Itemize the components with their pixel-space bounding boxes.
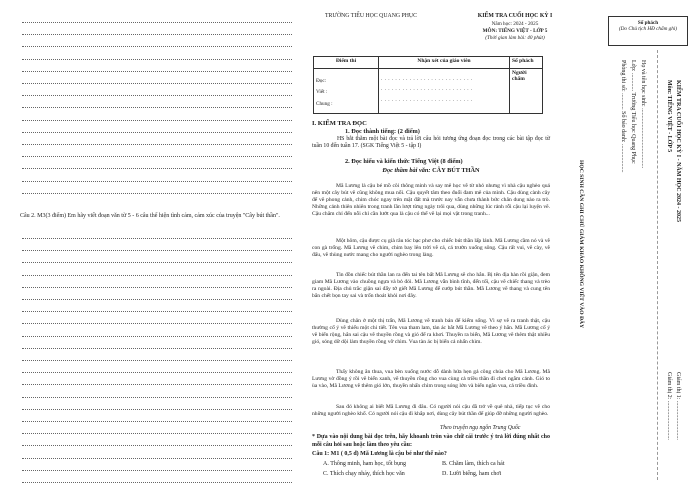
writing-line[interactable] (22, 132, 292, 133)
writing-line[interactable] (22, 238, 292, 239)
writing-line[interactable] (22, 22, 292, 23)
option-b[interactable]: B. Chăm làm, thích ca hát (442, 461, 505, 467)
comment-line-3: . . . . . . . . . . . . . . . . . . . . . . . . . . (381, 96, 473, 103)
proctor-1: Giám thị 1: .......................... (675, 372, 681, 440)
writing-line[interactable] (22, 156, 292, 157)
writing-line[interactable] (22, 144, 292, 145)
room-vertical: Phòng thi số: ........... Số báo danh: ................... (620, 60, 626, 173)
class-vertical: Lớp: ............ Trường Tiểu học Quang Phục (630, 60, 636, 164)
writing-line[interactable] (22, 311, 292, 312)
writing-line[interactable] (22, 299, 292, 300)
row-total: Chung : (316, 100, 333, 107)
question-2: Câu 2. M3(3 điểm) Em hãy viết đoạn văn từ 5 - 6 câu thể hiện tình cảm, cảm xúc của truyện "Cây bút thần". (20, 213, 280, 219)
score-rows (314, 69, 379, 114)
comment-line-2: . . . . . . . . . . . . . . . . . . . . . . . . . . (381, 86, 473, 93)
paragraph-1: Mã Lương là cậu bé mồ côi thông minh và say mê học vẽ từ nhỏ nhưng vì nhà cậu nghèo quá nên một cây bút vẽ cũng không mua nổi. Cậu quyết tâm theo đuổi đam mê của mình. Cậu dùng cành cây để vẽ phong cảnh, chim chóc ngay trên mặt đất mà trước nay vẫn chưa thành bức chân dung nào ra trò. Những cảnh thiên nhiên trong tranh lần lượt từng ngày trôi qua, dùng những lúc rảnh rỗi cậu lại luyện vẽ. Cậu chăm chỉ đến nỗi chỉ cần lướt qua là cậu có thể vẽ lại mọi vật trong tranh... (312, 183, 550, 218)
comprehension-heading: 2. Đọc hiểu và kiến thức Tiếng Việt (8 điểm) (345, 158, 463, 165)
time-limit: (Thời gian làm bài: 40 phút) (485, 35, 545, 41)
proctor-2: Giám thị 2: .......................... (666, 372, 672, 440)
row-read: Đọc: (316, 78, 327, 84)
read-aloud-desc: HS bắt thăm một bài đọc và trả lời câu hỏi tương ứng đoạn đọc trong các bài tập đọc từ tuần 10 đến tuần 17. (SGK Tiếng Việt 5 - tập I) (312, 136, 550, 150)
paragraph-6: Sau đó không ai biết Mã Lương đi đâu. Có người nói cậu đã trở về quê nhà, tiếp tục vẽ cho những người nghèo khổ. Có người nói cậu đi khắp nơi, dùng cây bút thần để giúp đỡ những người nghèo. (312, 404, 550, 418)
comment-area (379, 69, 510, 114)
writing-line[interactable] (22, 372, 292, 373)
comment-line-1: . . . . . . . . . . . . . . . . . . . . . . . . . . (381, 76, 473, 82)
option-a[interactable]: A. Thông minh, ham học, tốt bụng (323, 461, 407, 467)
writing-line[interactable] (22, 120, 292, 121)
warning-vertical: HỌC SINH CẦN GHI CHÚ GIÁM KHẢO KHÔNG VIẾT VÀO ĐÂY (578, 160, 584, 329)
option-d[interactable]: D. Lười biếng, ham chơi (442, 471, 502, 477)
instruction: * Dựa vào nội dung bài đọc trên, hãy khoanh tròn vào chữ cái trước ý trả lời đúng nhất cho mỗi câu hỏi sau hoặc làm theo yêu cầu: (312, 434, 550, 448)
option-c[interactable]: C. Thích chạy nhảy, thích học văn (323, 471, 405, 477)
fold-line (657, 50, 658, 480)
writing-line[interactable] (22, 384, 292, 385)
writing-line[interactable] (22, 433, 292, 434)
question-1: Câu 1: M1 ( 0,5 đ) Mã Lương là cậu bé như thế nào? (312, 451, 447, 457)
writing-line[interactable] (22, 275, 292, 276)
reading-title: CÂY BÚT THẦN (432, 167, 480, 174)
writing-line[interactable] (22, 83, 292, 84)
paragraph-5: Thấy không ăn thua, vua bèn xuống nước dỗ dành hứa hẹn gả công chúa cho Mã Lương. Mã Lương vờ đồng ý rồi vẽ biển xanh, vẽ thuyền rồng cho vua cùng cả triều thần đi chơi ngắm cảnh. Gió to ùa vào, Mã Lương vẽ thêm gió lớn, thuyền nhấn chìm trong sóng lớn và biển ngăn vua, cả triều đình. (312, 369, 550, 390)
read-aloud-heading: 1. Đọc thành tiếng: (2 điểm) (345, 128, 420, 135)
writing-line[interactable] (22, 250, 292, 251)
writing-line[interactable] (22, 46, 292, 47)
paragraph-3: Tin đồn chiếc bút thần lan ra đến tai tên bất Mã Lương sẽ cho hắn. Bị tên địa hàn rồi giận, đem giam Mã Lương vào chuồng ngựa và bỏ đói. Mã Lương vẫn bình tĩnh, đến tối, cậu vẽ chiếc thang và trèo ra ngoài. Địa chủ trắc giận sai đẩy tớ giết Mã Lương để cướp bút thần. Mã Lương vẽ thang và cung tên bắn chết bọn tay sai và trốn thoát khỏi nơi đây. (312, 272, 550, 300)
writing-line[interactable] (22, 409, 292, 410)
subject-vertical: Môn: TIẾNG VIỆT - LỚP 5 (666, 80, 672, 153)
writing-line[interactable] (22, 107, 292, 108)
writing-line[interactable] (22, 59, 292, 60)
code-box (608, 16, 688, 46)
code-header: Số phách (510, 57, 543, 69)
writing-line[interactable] (22, 181, 292, 182)
reading-title-line (312, 167, 550, 174)
writing-line[interactable] (22, 360, 292, 361)
writing-line[interactable] (22, 348, 292, 349)
code-box-title: Số phách (637, 20, 659, 26)
writing-line[interactable] (22, 71, 292, 72)
writing-line[interactable] (22, 397, 292, 398)
writing-line[interactable] (22, 482, 292, 483)
writing-line[interactable] (22, 287, 292, 288)
exam-vertical: KIỂM TRA CUỐI HỌC KỲ I - NĂM HỌC 2024 - 2025 (675, 80, 681, 223)
writing-line[interactable] (22, 421, 292, 422)
writing-line[interactable] (22, 323, 292, 324)
row-write: Viết : (316, 89, 328, 96)
score-table (313, 56, 543, 114)
writing-line[interactable] (22, 445, 292, 446)
school-name: TRƯỜNG TIỂU HỌC QUANG PHỤC (325, 13, 417, 19)
reading-title-prefix: Đọc thầm bài văn: (382, 167, 431, 174)
writing-line[interactable] (22, 336, 292, 337)
code-box-note: (Do Chủ tịch HĐ chấm ghi) (618, 26, 678, 33)
writing-line[interactable] (22, 95, 292, 96)
writing-line[interactable] (22, 470, 292, 471)
paragraph-2: Một hôm, cậu được cụ già râu tóc bạc phơ cho chiếc bút thần lấp lánh. Mã Lương cầm nó và vẽ con gà trống. Mã Lương vẽ chim, chim bay lên trời vẽ cá, cá trườn xuống sông. Cậu rất vui, vẽ cày, vẽ đấu, vẽ thùng nước mang cho người nghèo trong làng. (312, 238, 550, 259)
school-year: Năm học: 2024 - 2025 (491, 21, 539, 27)
score-header: Điểm thi (314, 57, 379, 69)
subject: MÔN: TIẾNG VIỆT - LỚP 5 (482, 28, 548, 34)
writing-line[interactable] (22, 34, 292, 35)
writing-line[interactable] (22, 458, 292, 459)
writing-line[interactable] (22, 193, 292, 194)
section-reading: I. KIỂM TRA ĐỌC (312, 120, 367, 127)
paragraph-4: Dùng chân ở một thị trấn, Mã Lương vẽ tranh bán để kiếm sống. Vì sợ vẽ ra tranh thật, cậu thường cố ý vẽ thiếu một chi tiết. Tên vua tham lam, tàn ác bắt Mã Lương vẽ theo ý hắn. Mã Lương cố ý vẽ biển rộng, hắn sai cậu vẽ thuyền rồng và gió để ra khơi. Thuyền ra biển, Mã Lương vẽ thêm thật nhiều gió, sóng dữ dội làm thuyền rồng vỡ chìm. Vua tàn ác bị biển cả nhấn chìm. (312, 318, 550, 346)
student-name-vertical: Họ và tên học sinh: ........................................ (640, 60, 646, 169)
source: Theo truyện ngụ ngôn Trung Quốc (440, 425, 521, 431)
writing-line[interactable] (22, 262, 292, 263)
exam-title: KIỂM TRA CUỐI HỌC KỲ I (477, 13, 553, 19)
comment-header: Nhận xét của giáo viên (379, 57, 510, 69)
marker-cell: Người chấm (510, 69, 543, 114)
writing-line[interactable] (22, 168, 292, 169)
